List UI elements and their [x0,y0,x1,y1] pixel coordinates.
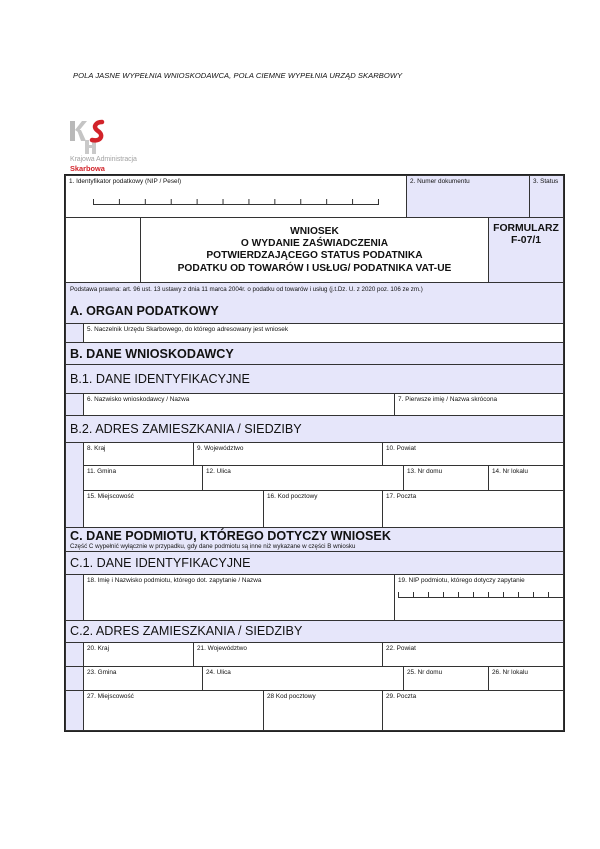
section-c2-header [65,620,564,643]
section-b1-header [65,364,564,394]
field-label: 28 Kod pocztowy [267,693,316,700]
section-c-header [65,527,564,552]
office-strip [65,666,84,691]
field-label: 15. Miejscowość [87,493,134,500]
field-postal-code[interactable] [263,490,383,528]
section-c2-heading: C.2. ADRES ZAMIESZKANIA / SIEDZIBY [70,624,303,638]
field-label: 18. Imię i Nazwisko podmiotu, którego dot. zapytanie / Nazwa [87,577,262,584]
field-label: 5. Naczelnik Urzędu Skarbowego, do którego adresowany jest wniosek [87,326,289,333]
logo-text-line1: Krajowa Administracja [70,156,137,163]
field-label: 29. Poczta [386,693,417,700]
field-label: 20. Kraj [87,645,110,652]
field-county[interactable] [382,442,564,466]
field-voivodeship[interactable] [193,442,383,466]
instruction-note: POLA JASNE WYPEŁNIA WNIOSKODAWCA, POLA CIEMNE WYPEŁNIA URZĄD SKARBOWY [73,71,403,80]
section-b-heading: B. DANE WNIOSKODAWCY [70,347,234,361]
legal-basis: Podstawa prawna: art. 96 ust. 13 ustawy z dnia 11 marca 2004r. o podatku od towarów i usług (j.t.Dz. U. z 2020 poz. 106 ze zm.) [70,286,423,293]
field-label: 11. Gmina [87,468,117,475]
field-tax-office[interactable] [83,323,564,343]
field-label: 7. Pierwsze imię / Nazwa skrócona [398,396,498,403]
office-strip [65,642,84,667]
field-subject-country[interactable] [83,642,194,667]
field-status[interactable] [529,175,564,218]
field-applicant-surname[interactable] [83,393,395,416]
field-apartment-number[interactable] [488,465,564,491]
field-label: 2. Numer dokumentu [410,178,470,185]
field-label: 23. Gmina [87,669,117,676]
kas-logo-icon [68,118,110,156]
field-label: 22. Powiat [386,645,416,652]
field-subject-commune[interactable] [83,666,203,691]
field-label: 17. Poczta [386,493,417,500]
field-commune[interactable] [83,465,203,491]
field-subject-voivodeship[interactable] [193,642,383,667]
title-line: POTWIERDZAJĄCEGO STATUS PODATNIKA [206,250,423,262]
field-label: 19. NIP podmiotu, którego dotyczy zapytanie [398,577,525,584]
title-line: WNIOSEK [290,226,339,237]
title-line: O WYDANIE ZAŚWIADCZENIA [240,238,389,250]
field-subject-nip[interactable] [394,574,564,621]
field-label: 12. Ulica [206,468,231,475]
field-subject-street[interactable] [202,666,404,691]
field-subject-county[interactable] [382,642,564,667]
field-label: 14. Nr lokalu [492,468,528,475]
office-strip [65,393,84,416]
field-subject-house-number[interactable] [403,666,489,691]
field-document-number[interactable] [406,175,530,218]
field-country[interactable] [83,442,194,466]
field-street[interactable] [202,465,404,491]
form-code: F-07/1 [510,235,542,246]
field-label: 21. Województwo [197,645,247,652]
section-b2-header [65,415,564,443]
digit-tick-boxes [398,592,564,598]
empty-cell [65,217,141,283]
field-label: 1. Identyfikator podatkowy (NIP / Pesel) [69,178,182,185]
section-b2-heading: B.2. ADRES ZAMIESZKANIA / SIEDZIBY [70,422,302,436]
section-a-header [65,282,564,324]
form-label: FORMULARZ [493,223,559,234]
field-label: 24. Ulica [206,669,231,676]
form-title [140,217,489,283]
field-subject-name[interactable] [83,574,395,621]
field-subject-post-office[interactable] [382,690,564,731]
section-b1-heading: B.1. DANE IDENTYFIKACYJNE [70,372,250,386]
section-c-note: Część C wypełnić wyłącznie w przypadku, gdy dane podmiotu są inne niż wykazane w części B wniosku [70,543,356,550]
field-tax-identifier[interactable] [65,175,407,218]
field-label: 16. Kod pocztowy [267,493,318,500]
field-subject-postal-code[interactable] [263,690,383,731]
field-label: 10. Powiat [386,445,416,452]
field-label: 8. Kraj [87,445,106,452]
section-b-header [65,342,564,365]
field-label: 26. Nr lokalu [492,669,528,676]
field-label: 6. Nazwisko wnioskodawcy / Nazwa [87,396,190,403]
digit-tick-boxes [93,199,379,205]
section-c-heading: C. DANE PODMIOTU, KTÓREGO DOTYCZY WNIOSEK [70,529,391,543]
field-applicant-first-name[interactable] [394,393,564,416]
field-house-number[interactable] [403,465,489,491]
field-subject-city[interactable] [83,690,264,731]
section-a-heading: A. ORGAN PODATKOWY [70,304,219,318]
section-c1-header [65,551,564,575]
office-strip [65,690,84,731]
field-label: 27. Miejscowość [87,693,134,700]
field-label: 9. Województwo [197,445,244,452]
field-post-office[interactable] [382,490,564,528]
field-city[interactable] [83,490,264,528]
field-label: 13. Nr domu [407,468,443,475]
office-strip [65,442,84,528]
field-label: 25. Nr domu [407,669,443,676]
form-code-box [488,217,564,283]
logo-text-line2: Skarbowa [70,164,105,173]
title-line: PODATKU OD TOWARÓW I USŁUG/ PODATNIKA VAT-UE [177,262,452,274]
office-strip [65,323,84,343]
field-subject-apartment-number[interactable] [488,666,564,691]
section-c1-heading: C.1. DANE IDENTYFIKACYJNE [70,556,251,570]
office-strip [65,574,84,621]
field-label: 3. Status [533,178,559,185]
